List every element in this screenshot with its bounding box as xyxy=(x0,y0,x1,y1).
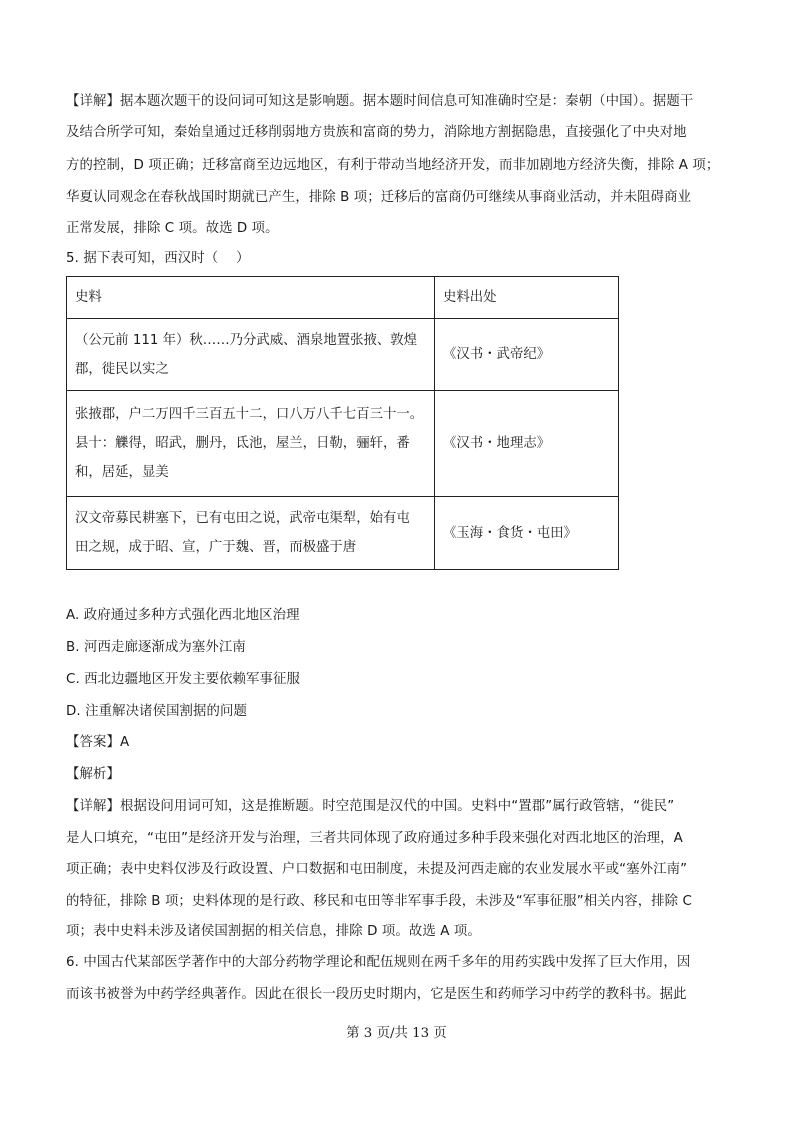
text-line: 【详解】据本题次题干的设问词可知这是影响题。据本题时间信息可知准确时空是：秦朝（中国）。据题干 xyxy=(66,94,694,109)
table-cell-source: 《汉书・武帝纪》 xyxy=(435,319,619,391)
table-cell-source: 《玉海・食货・屯田》 xyxy=(435,497,619,570)
source-table xyxy=(66,276,619,570)
text-line: 是人口填充，“屯田”是经济开发与治理，三者共同体现了政府通过多种手段来强化对西北地区的治理，A xyxy=(66,831,683,846)
text-line: 而该书被誉为中药学经典著作。因此在很长一段历史时期内，它是医生和药师学习中药学的教科书。据此 xyxy=(66,987,687,1002)
option-b: B. 河西走廊逐渐成为塞外江南 xyxy=(66,640,246,655)
option-c: C. 西北边疆地区开发主要依赖军事征服 xyxy=(66,672,301,687)
table-header: 史料出处 xyxy=(435,277,619,319)
cell-line: 汉文帝募民耕塞下，已有屯田之说，武帝屯渠犁，始有屯 xyxy=(75,511,410,526)
text-line: 华夏认同观念在春秋战国时期就已产生，排除 B 项；迁移后的富商仍可继续从事商业活动，并未阻碍商业 xyxy=(66,190,692,205)
cell-line: 田之规，成于昭、宣，广于魏、晋，而极盛于唐 xyxy=(75,540,357,555)
analysis-label: 【解析】 xyxy=(66,767,120,782)
table-row xyxy=(67,497,619,570)
cell-line: 县十：觻得，昭武，删丹，氐池，屋兰，日勒，骊轩，番 xyxy=(75,436,410,451)
cell-line: 张掖郡，户二万四千三百五十二，口八万八千七百三十一。 xyxy=(75,407,424,422)
page-footer: 第 3 页/共 13 页 xyxy=(346,1026,447,1041)
table-cell-text xyxy=(67,319,435,391)
text-line: 方的控制，D 项正确；迁移富商至边远地区，有利于带动当地经济开发，而非加剧地方经济失衡，排除 A 项； xyxy=(66,158,720,173)
text-line: 的特征，排除 B 项；史料体现的是行政、移民和屯田等非军事手段，未涉及“军事征服”相关内容，排除 C xyxy=(66,894,692,909)
table-cell-text xyxy=(67,391,435,497)
text-line: 正常发展，排除 C 项。故选 D 项。 xyxy=(66,221,279,236)
text-line: 项正确；表中史料仅涉及行政设置、户口数据和屯田制度，未提及河西走廊的农业发展水平或“塞外江南” xyxy=(66,862,688,877)
option-a: A. 政府通过多种方式强化西北地区治理 xyxy=(66,608,300,623)
table-header: 史料 xyxy=(67,277,435,319)
option-d: D. 注重解决诸侯国割据的问题 xyxy=(66,704,248,719)
table-row xyxy=(67,319,619,391)
table-row xyxy=(67,391,619,497)
text-line: 及结合所学可知，秦始皇通过迁移削弱地方贵族和富商的势力，消除地方割据隐患，直接强化了中央对地 xyxy=(66,125,687,140)
text-line: 项；表中史料未涉及诸侯国割据的相关信息，排除 D 项。故选 A 项。 xyxy=(66,924,481,939)
table-cell-source: 《汉书・地理志》 xyxy=(435,391,619,497)
cell-line: 和，居延，显美 xyxy=(75,465,169,480)
text-line: 6. 中国古代某部医学著作中的大部分药物学理论和配伍规则在两千多年的用药实践中发挥了巨大作用，因 xyxy=(66,955,691,970)
table-header-row xyxy=(67,277,619,319)
cell-line: 郡，徙民以实之 xyxy=(75,361,169,377)
question-5-stem: 5. 据下表可知，西汉时（ ） xyxy=(66,251,250,266)
table-cell-text xyxy=(67,497,435,570)
answer-label: 【答案】A xyxy=(66,735,130,750)
cell-line: （公元前 111 年）秋……乃分武威、酒泉地置张掖、敦煌 xyxy=(75,332,418,348)
text-line: 【详解】根据设问用词可知，这是推断题。时空范围是汉代的中国。史料中“置郡”属行政管辖，“徙民” xyxy=(66,799,675,814)
